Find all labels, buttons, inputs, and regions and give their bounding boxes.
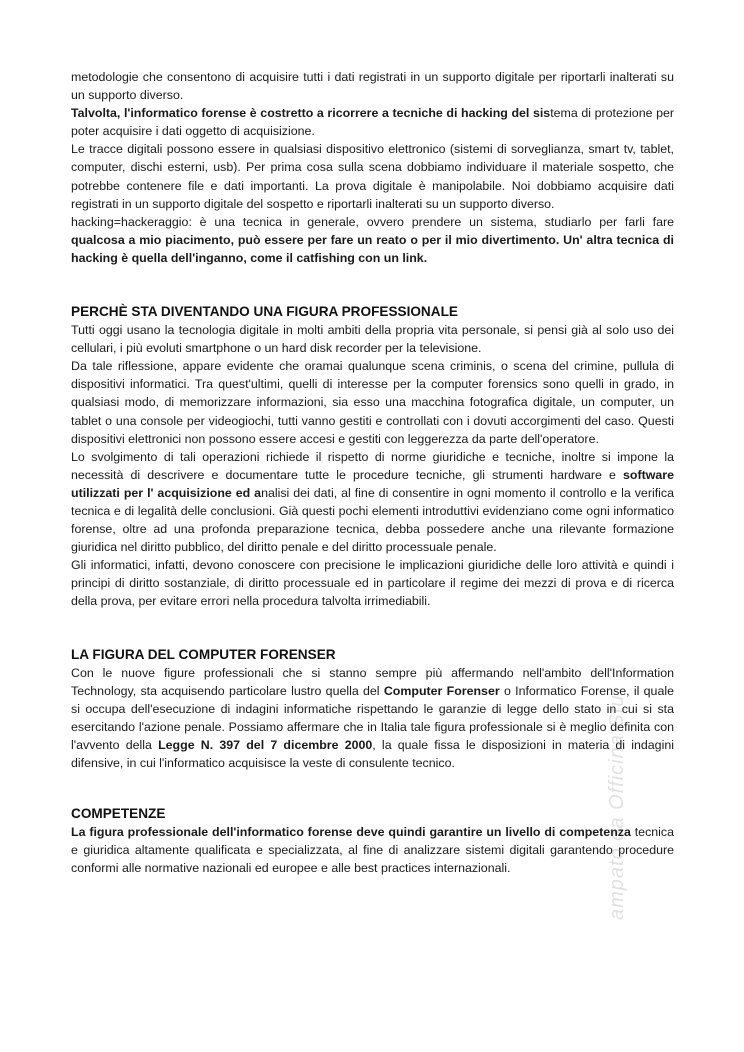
section1-paragraph-4: Gli informatici, infatti, devono conoscere con precisione le implicazioni giuridiche delle loro attività e quindi i principi di diritto sostanziale, di diritto processuale ed in particolare il regime dei mezzi di prova e di ricerca della prova, per evitare errori nella procedura talvolta irrimediabili. — [71, 558, 674, 609]
section1-paragraph-1: Tutti oggi usano la tecnologia digitale in molti ambiti della propria vita personale, si pensi già al solo uso dei cellulari, i più evoluti smartphone o un hard disk recorder per la televisione. — [71, 323, 674, 356]
document-page — [71, 68, 674, 877]
section-heading-competenze: COMPETENZE — [71, 806, 166, 822]
intro-paragraph-2: Talvolta, l'informatico forense è costretto a ricorrere a tecniche di hacking del sistema di protezione per poter acquisire i dati oggetto di acquisizione. — [71, 106, 675, 139]
watermark: ampato da Officina Stu — [606, 694, 628, 920]
section1-paragraph-2: Da tale riflessione, appare evidente che oramai qualunque scena criminis, o scena del crimine, pullula di dispositivi informatici. Tra quest'ultimi, quelli di interesse per la computer forensics sono quelli in grado, in qualsiasi modo, di memorizzare informazioni, sia esso una macchina fotografica digitale, un computer, un tablet o una console per videogiochi, tutti vanno gestiti e controllati con i dovuti accorgimenti del caso. Questi dispositivi elettronici non possono essere accesi e gestiti con leggerezza da parte dell'operatore. — [71, 359, 674, 446]
section1-paragraph-3: Lo svolgimento di tali operazioni richiede il rispetto di norme giuridiche e tecniche, inoltre si impone la necessità di descrivere e documentare tutte le procedure tecniche, gli strumenti hardware e software utilizzati per l' acquisizione ed analisi dei dati, al fine di consentire in ogni momento il controllo e la verifica tecnica e di legalità delle conclusioni. Già questi pochi elementi introduttivi evidenziano come ogni informatico forense, oltre ad una profonda preparazione tecnica, debba possedere anche una rilevante formazione giuridica nel diritto pubblico, del diritto penale e del diritto processuale penale. — [71, 449, 674, 555]
section-heading-computer-forenser: LA FIGURA DEL COMPUTER FORENSER — [71, 646, 336, 662]
intro-paragraph-4: hacking=hackeraggio: è una tecnica in generale, ovvero prendere un sistema, studiarlo per farli fare qualcosa a mio piacimento, può essere per fare un reato o per il mio divertimento. Un' altra tecnica di hacking è quella dell'inganno, come il catfishing con un link. — [71, 214, 674, 265]
section-heading-professionale: PERCHÈ STA DIVENTANDO UNA FIGURA PROFESSIONALE — [71, 304, 458, 320]
section3-paragraph-1: La figura professionale dell'informatico forense deve quindi garantire un livello di competenza tecnica e giuridica altamente qualificata e specializzata, al fine di analizzare sistemi digitali garantendo procedure conformi alle normative nazionali ed europee e alle best practices internazionali. — [71, 825, 674, 876]
intro-paragraph-1: metodologie che consentono di acquisire tutti i dati registrati in un supporto digitale per riportarli inalterati su un supporto diverso. — [71, 70, 674, 103]
intro-paragraph-3: Le tracce digitali possono essere in qualsiasi dispositivo elettronico (sistemi di sorveglianza, smart tv, tablet, computer, dischi esterni, usb). Per prima cosa sulla scena dobbiamo individuare il materiale sospetto, che potrebbe contenere file e dati importanti. La prova digitale è manipolabile. Noi dobbiamo acquisire dati registrati in un supporto digitale del sospetto e riportarli inalterati su un supporto diverso. — [71, 142, 674, 211]
section2-paragraph-1: Con le nuove figure professionali che si stanno sempre più affermando nell'ambito dell'Information Technology, sta acquisendo particolare lustro quella del Computer Forenser o Informatico Forense, il quale si occupa dell'esecuzione di indagini informatiche rispettando le garanzie di legge dello stato in cui si sta esercitando l'azione penale. Possiamo affermare che in Italia tale figura professionale si è meglio definita con l'avvento della Legge N. 397 del 7 dicembre 2000, la quale fissa le disposizioni in materia di indagini difensive, in cui l'informatico acquisisce la veste di consulente tecnico. — [71, 665, 674, 770]
